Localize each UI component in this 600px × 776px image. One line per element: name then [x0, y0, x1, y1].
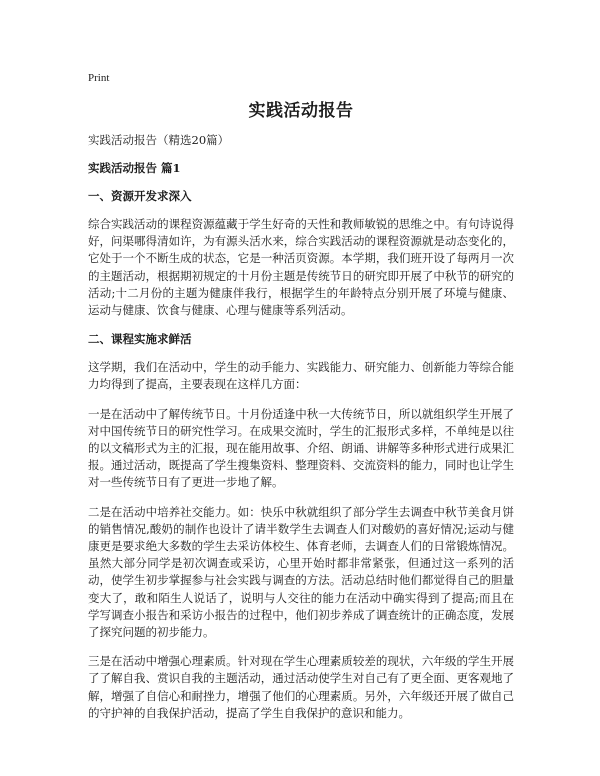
- print-link[interactable]: Print: [88, 72, 110, 84]
- paragraph-social-skills: 二是在活动中培养社交能力。如：快乐中秋就组织了部分学生去调查中秋节美食月饼的销售情况,酸奶的制作也设计了请半数学生去调查人们对酸奶的喜好情况;运动与健康更是要求绝大多数的学生去采访体校生、体育老师，去调查人们的日常锻炼情况。虽然大部分同学是初次调查或采访，心里开始时都非常紧张，但通过这一系列的活动，使学生初步掌握参与社会实践与调查的方法。活动总结时他们都觉得自己的胆量变大了，敢和陌生人说话了，说明与人交往的能力在活动中确实得到了提高;而且在学写调查小报告和采访小报告的过程中，他们初步养成了调查统计的正确态度，发展了探究问题的初步能力。: [88, 504, 514, 640]
- paragraph-resources: 综合实践活动的课程资源蕴藏于学生好奇的天性和教师敏锐的思维之中。有句诗说得好，问渠哪得清如许，为有源头活水来，综合实践活动的课程资源就是动态变化的，它处于一个不断生成的状态，它是一种活页资源。本学期，我们班开设了每两月一次的主题活动，根据期初规定的十月份主题是传统节日的研究即开展了中秋节的研究的活动;十二月份的主题为健康伴我行，根据学生的年龄特点分别开展了环境与健康、运动与健康、饮食与健康、心理与健康等系列活动。: [88, 217, 514, 318]
- paragraph-intro: 这学期，我们在活动中，学生的动手能力、实践能力、研究能力、创新能力等综合能力均得到了提高，主要表现在这样几方面：: [88, 360, 514, 392]
- part-heading: 实践活动报告 篇1: [88, 161, 181, 175]
- document-page: [88, 70, 514, 732]
- paragraph-psychological-quality: 三是在活动中增强心理素质。针对现在学生心理素质较差的现状，六年级的学生开展了了解自我、赏识自我的主题活动，通过活动使学生对自己有了更全面、更客观地了解，增强了自信心和耐挫力，增强了他们的心理素质。另外，六年级还开展了做自己的守护神的自我保护活动，提高了学生自我保护的意识和能力。: [88, 654, 514, 720]
- page-title: 实践活动报告: [248, 101, 354, 121]
- section-heading-implementation: 二、课程实施求鲜活: [88, 332, 192, 347]
- section-heading-resources: 一、资源开发求深入: [88, 189, 192, 203]
- paragraph-traditional-festivals: 一是在活动中了解传统节日。十月份适逢中秋一大传统节日，所以就组织学生开展了对中国传统节日的研究性学习。在成果交流时，学生的汇报形式多样，不单纯是以往的以文稿形式为主的汇报，现在能用故事、介绍、朗诵、讲解等多种形式进行成果汇报。通过活动，既提高了学生搜集资料、整理资料、交流资料的能力，同时也让学生对一些传统节日有了更进一步地了解。: [88, 406, 514, 490]
- document-subtitle: 实践活动报告（精选20篇）: [88, 133, 230, 147]
